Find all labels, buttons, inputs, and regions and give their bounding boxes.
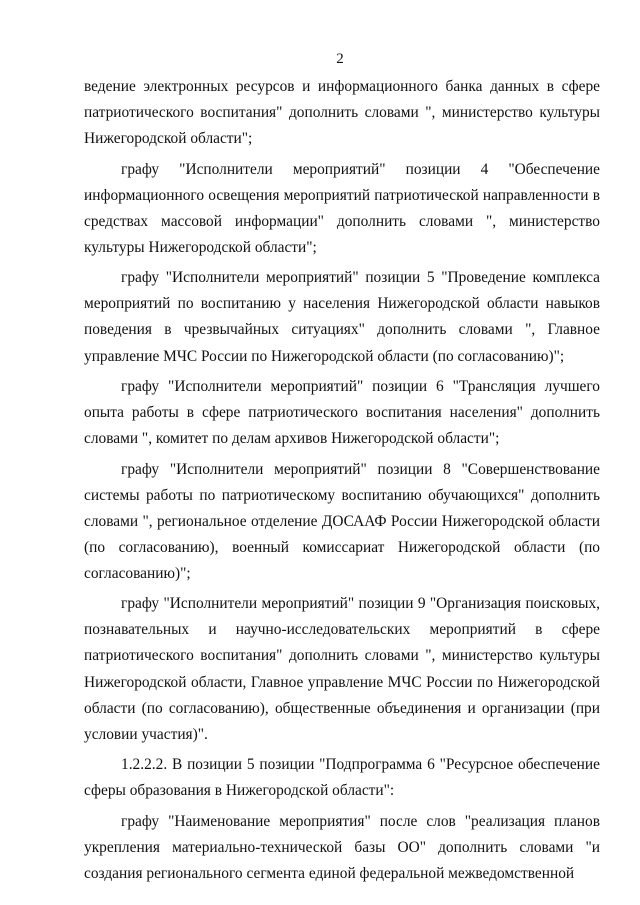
document-body — [84, 74, 600, 891]
paragraph-continuation: ведение электронных ресурсов и информационного банка данных в сфере патриотического воспитания" дополнить словами ", министерство культуры Нижегородской области"; — [84, 78, 600, 148]
paragraph-position-9: графу "Исполнители мероприятий" позиции 9 "Организация поисковых, познавательных и научно-исследовательских мероприятий в сфере патриотического воспитания" дополнить словами ", министерство культуры Нижегородской области, Главное управление МЧС России по Нижегородской области (по согласованию), общественные объединения и организации (при условии участия)". — [84, 595, 600, 743]
paragraph-position-6: графу "Исполнители мероприятий" позиции 6 "Трансляция лучшего опыта работы в сфере патриотического воспитания населения" дополнить словами ", комитет по делам архивов Нижегородской области"; — [84, 377, 600, 448]
paragraph-position-4: графу "Исполнители мероприятий" позиции 4 "Обеспечение информационного освещения мероприятий патриотической направленности в средствах массовой информации" дополнить словами ", министерство культуры Нижегородской области"; — [84, 160, 600, 256]
paragraph-measure-name: графу "Наименование мероприятия" после слов "реализация планов укрепления материально-технической базы ОО" дополнить словами "и создания регионального сегмента единой федеральной межведомственной — [84, 812, 600, 882]
paragraph-position-8: графу "Исполнители мероприятий" позиции 8 "Совершенствование системы работы по патриотическому воспитанию обучающихся" дополнить словами ", региональное отделение ДОСААФ России Нижегородской области (по согласованию), военный комиссариат Нижегородской области (по согласованию)"; — [84, 460, 600, 582]
page-number: 2 — [336, 51, 344, 67]
paragraph-section-1-2-2-2: 1.2.2.2. В позиции 5 позиции "Подпрограмма 6 "Ресурсное обеспечение сферы образования в Нижегородской области": — [84, 756, 600, 800]
paragraph-position-5: графу "Исполнители мероприятий" позиции 5 "Проведение комплекса мероприятий по воспитанию у населения Нижегородской области навыков поведения в чрезвычайных ситуациях" дополнить словами ", Главное управление МЧС России по Нижегородской области (по согласованию)"; — [84, 269, 600, 365]
